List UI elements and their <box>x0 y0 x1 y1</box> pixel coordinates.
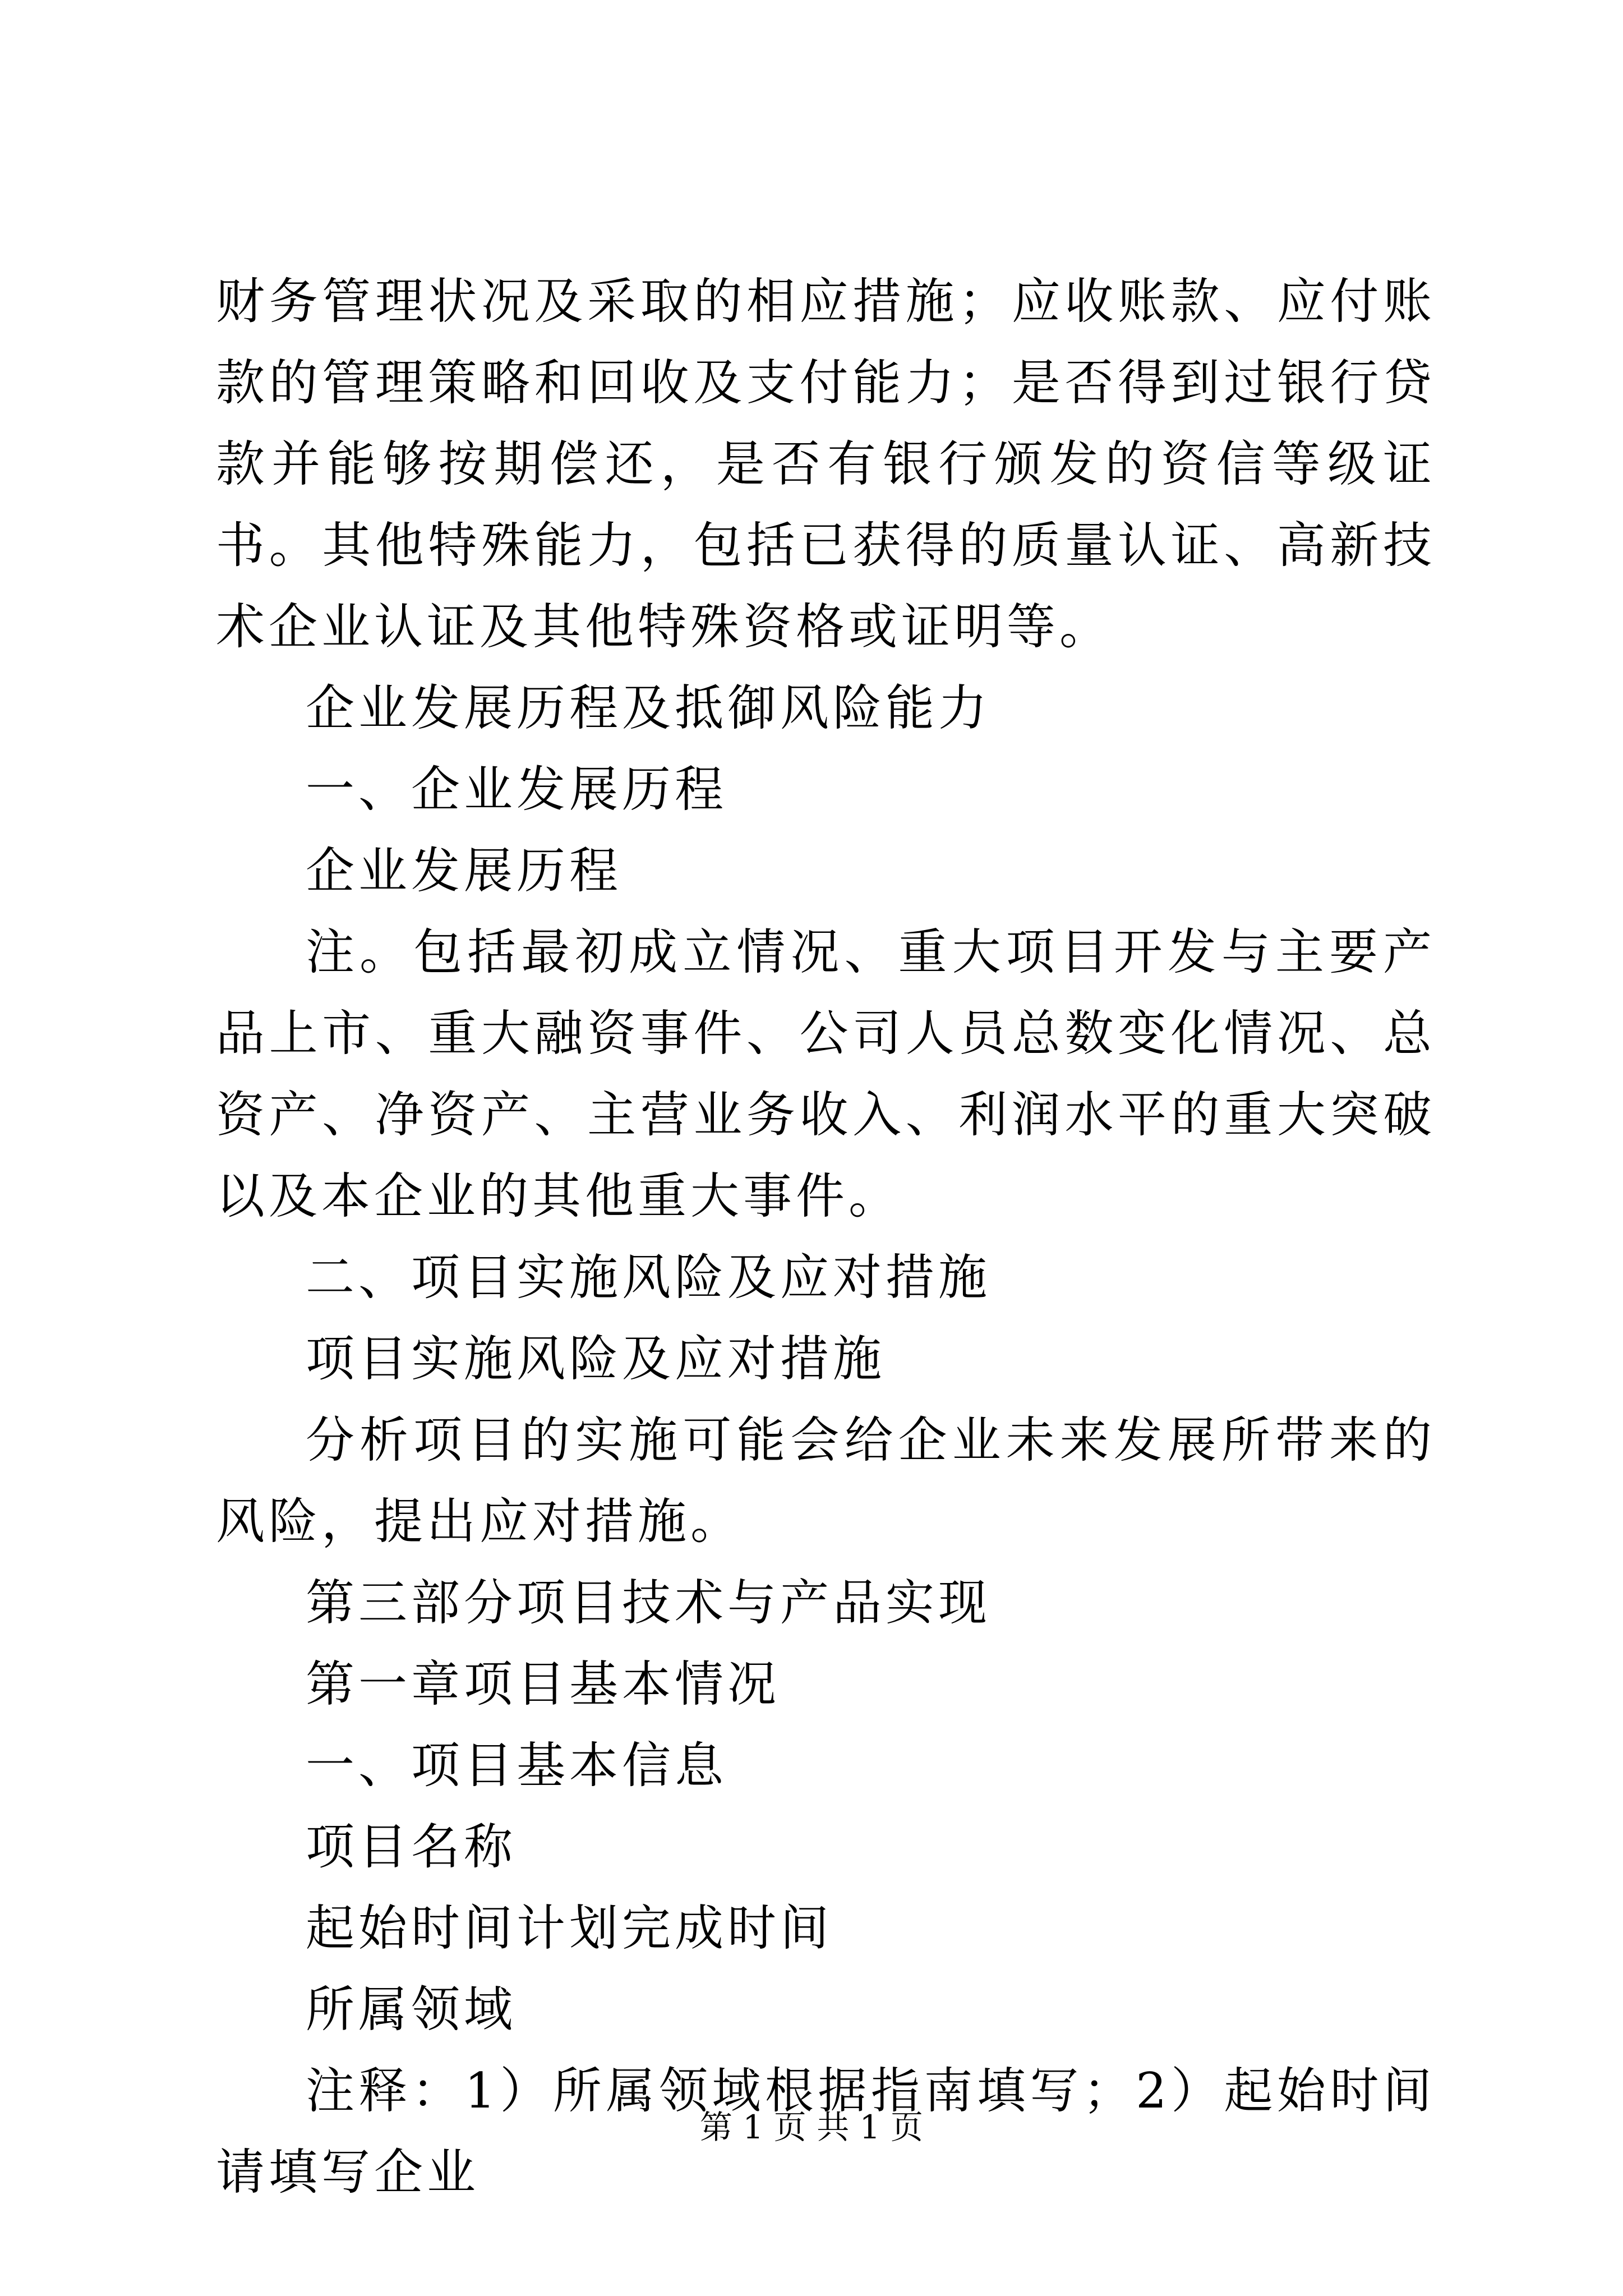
page-footer <box>0 2105 1623 2150</box>
paragraph: 项目名称 <box>306 1818 517 1875</box>
document-body <box>216 261 1436 2213</box>
paragraph: 第三部分项目技术与产品实现 <box>306 1574 991 1631</box>
paragraph: 项目实施风险及应对措施 <box>306 1330 886 1387</box>
paragraph: 企业发展历程及抵御风险能力 <box>306 679 991 737</box>
paragraph: 注。包括最初成立情况、重大项目开发与主要产品上市、重大融资事件、公司人员总数变化情况、总资产、净资产、主营业务收入、利润水平的重大突破以及本企业的其他重大事件。 <box>216 923 1436 1225</box>
paragraph: 起始时间计划完成时间 <box>306 1899 833 1957</box>
paragraph: 分析项目的实施可能会给企业未来发展所带来的风险，提出应对措施。 <box>216 1411 1436 1550</box>
paragraph: 财务管理状况及采取的相应措施；应收账款、应付账款的管理策略和回收及支付能力；是否得到过银行贷款并能够按期偿还，是否有银行颁发的资信等级证书。其他特殊能力，包括已获得的质量认证、高新技术企业认证及其他特殊资格或证明等。 <box>216 273 1436 655</box>
paragraph: 所属领域 <box>306 1981 517 2038</box>
paragraph: 二、项目实施风险及应对措施 <box>306 1249 991 1306</box>
paragraph: 第一章项目基本情况 <box>306 1655 780 1713</box>
paragraph: 一、企业发展历程 <box>306 761 727 818</box>
paragraph: 一、项目基本信息 <box>306 1737 727 1794</box>
paragraph: 注释：1）所属领域根据指南填写；2）起始时间请填写企业 <box>216 2062 1436 2201</box>
page-number: 第 1 页 共 1 页 <box>700 2108 923 2146</box>
paragraph: 企业发展历程 <box>306 842 622 899</box>
